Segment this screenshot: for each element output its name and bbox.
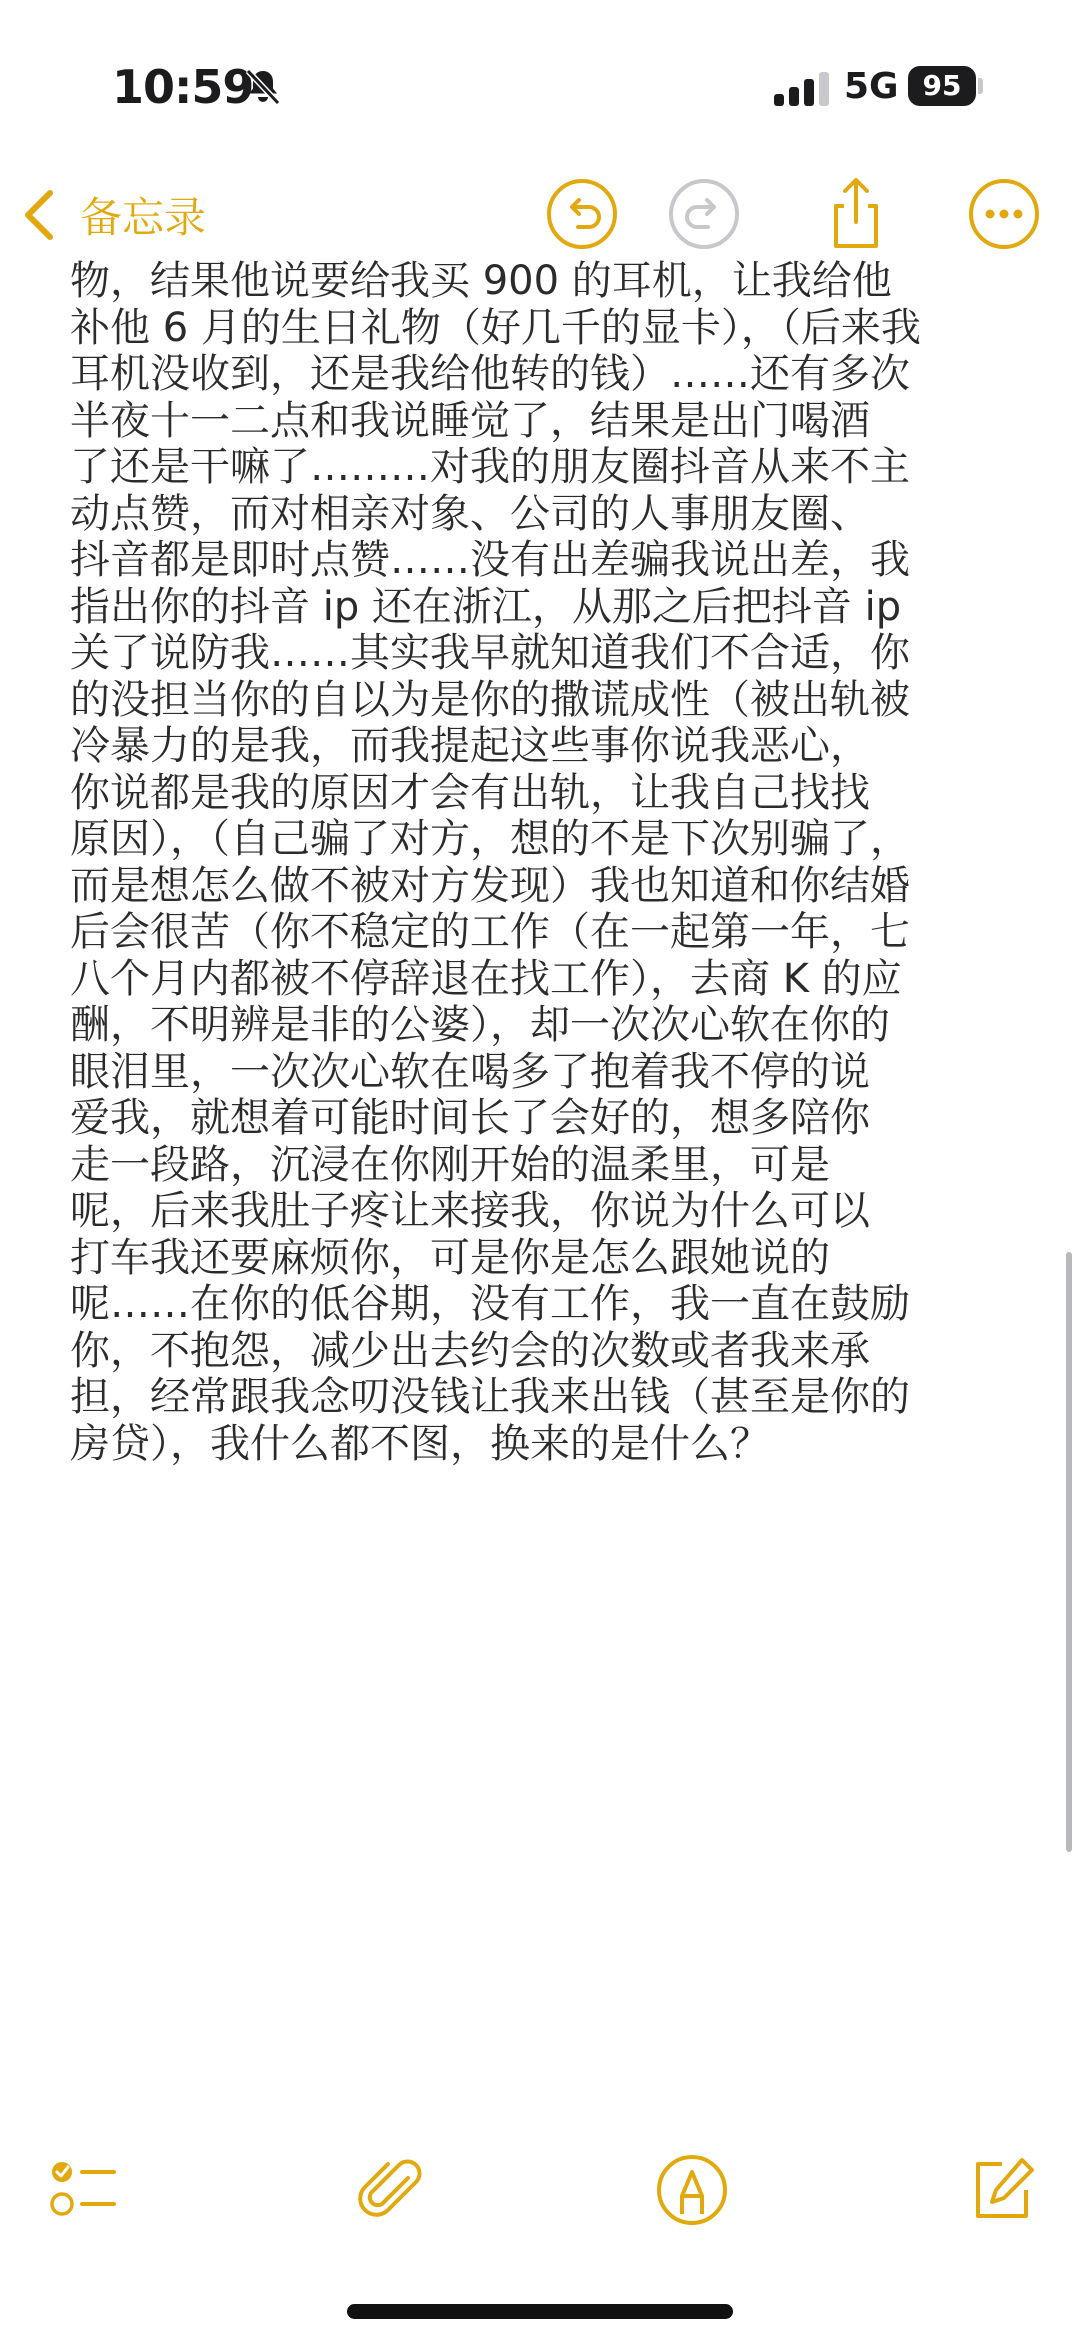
compose-icon[interactable]	[962, 2150, 1042, 2230]
home-indicator[interactable]	[347, 2304, 733, 2319]
scrollbar[interactable]	[1066, 1252, 1072, 1852]
note-line: 耳机没收到，还是我给他转的钱）……还有多次	[70, 351, 910, 397]
note-line: 的没担当你的自以为是你的撒谎成性（被出轨被	[70, 676, 910, 723]
checklist-icon[interactable]	[42, 2150, 122, 2230]
note-line: 抖音都是即时点赞……没有出差骗我说出差，我	[70, 537, 910, 583]
back-label: 备忘录	[80, 193, 207, 242]
note-line: 物，结果他说要给我买 900 的耳机，让我给他	[70, 258, 892, 304]
back-button[interactable]	[18, 180, 206, 250]
share-icon[interactable]	[818, 176, 894, 252]
bottom-toolbar	[0, 2150, 1080, 2250]
note-line: 指出你的抖音 ip 还在浙江，从那之后把抖音 ip	[70, 583, 902, 630]
network-type: 5G	[844, 66, 899, 107]
signal-icon	[772, 70, 832, 108]
note-line: 担，经常跟我念叨没钱让我来出钱（甚至是你的	[70, 1374, 910, 1420]
note-line: 房贷），我什么都不图，换来的是什么？	[70, 1420, 770, 1467]
note-line: 你说都是我的原因才会有出轨，让我自己找找	[70, 769, 870, 816]
note-line: 补他 6 月的生日礼物（好几千的显卡），（后来我	[70, 304, 921, 351]
note-line: 原因），（自己骗了对方，想的不是下次别骗了，	[70, 816, 910, 862]
note-line: 爱我，就想着可能时间长了会好的，想多陪你	[70, 1095, 870, 1141]
note-line: 后会很苦（你不稳定的工作（在一起第一年，七	[70, 909, 910, 955]
nav-bar	[0, 170, 1080, 260]
more-icon[interactable]	[966, 176, 1042, 252]
markup-pen-icon[interactable]	[652, 2150, 732, 2230]
note-line: 走一段路，沉浸在你刚开始的温柔里，可是	[70, 1141, 830, 1188]
undo-icon[interactable]	[544, 176, 620, 252]
note-body[interactable]	[70, 258, 1020, 1467]
redo-icon[interactable]	[666, 176, 742, 252]
note-line: 动点赞，而对相亲对象、公司的人事朋友圈、	[70, 490, 870, 537]
note-line: 眼泪里，一次次心软在喝多了抱着我不停的说	[70, 1048, 870, 1095]
bell-slash-icon	[242, 66, 284, 108]
status-bar	[0, 0, 1080, 170]
note-line: 关了说防我……其实我早就知道我们不合适，你	[70, 630, 910, 676]
note-line: 了还是干嘛了………对我的朋友圈抖音从来不主	[70, 444, 910, 490]
note-line: 半夜十一二点和我说睡觉了，结果是出门喝酒	[70, 397, 870, 444]
paperclip-icon[interactable]	[352, 2150, 432, 2230]
note-line: 八个月内都被不停辞退在找工作），去商 K 的应	[70, 955, 902, 1002]
note-line: 呢……在你的低谷期，没有工作，我一直在鼓励	[70, 1281, 910, 1327]
note-line: 酬，不明辨是非的公婆），却一次次心软在你的	[70, 1002, 890, 1048]
battery-cap	[978, 78, 983, 94]
chevron-left-icon	[18, 185, 62, 245]
note-line: 而是想怎么做不被对方发现）我也知道和你结婚	[70, 862, 910, 909]
battery-indicator: 95	[908, 66, 976, 106]
note-line: 冷暴力的是我，而我提起这些事你说我恶心，	[70, 723, 870, 769]
note-line: 呢，后来我肚子疼让来接我，你说为什么可以	[70, 1188, 870, 1234]
status-time: 10:59	[112, 60, 254, 114]
note-line: 你，不抱怨，减少出去约会的次数或者我来承	[70, 1327, 870, 1374]
note-line: 打车我还要麻烦你，可是你是怎么跟她说的	[70, 1234, 830, 1281]
